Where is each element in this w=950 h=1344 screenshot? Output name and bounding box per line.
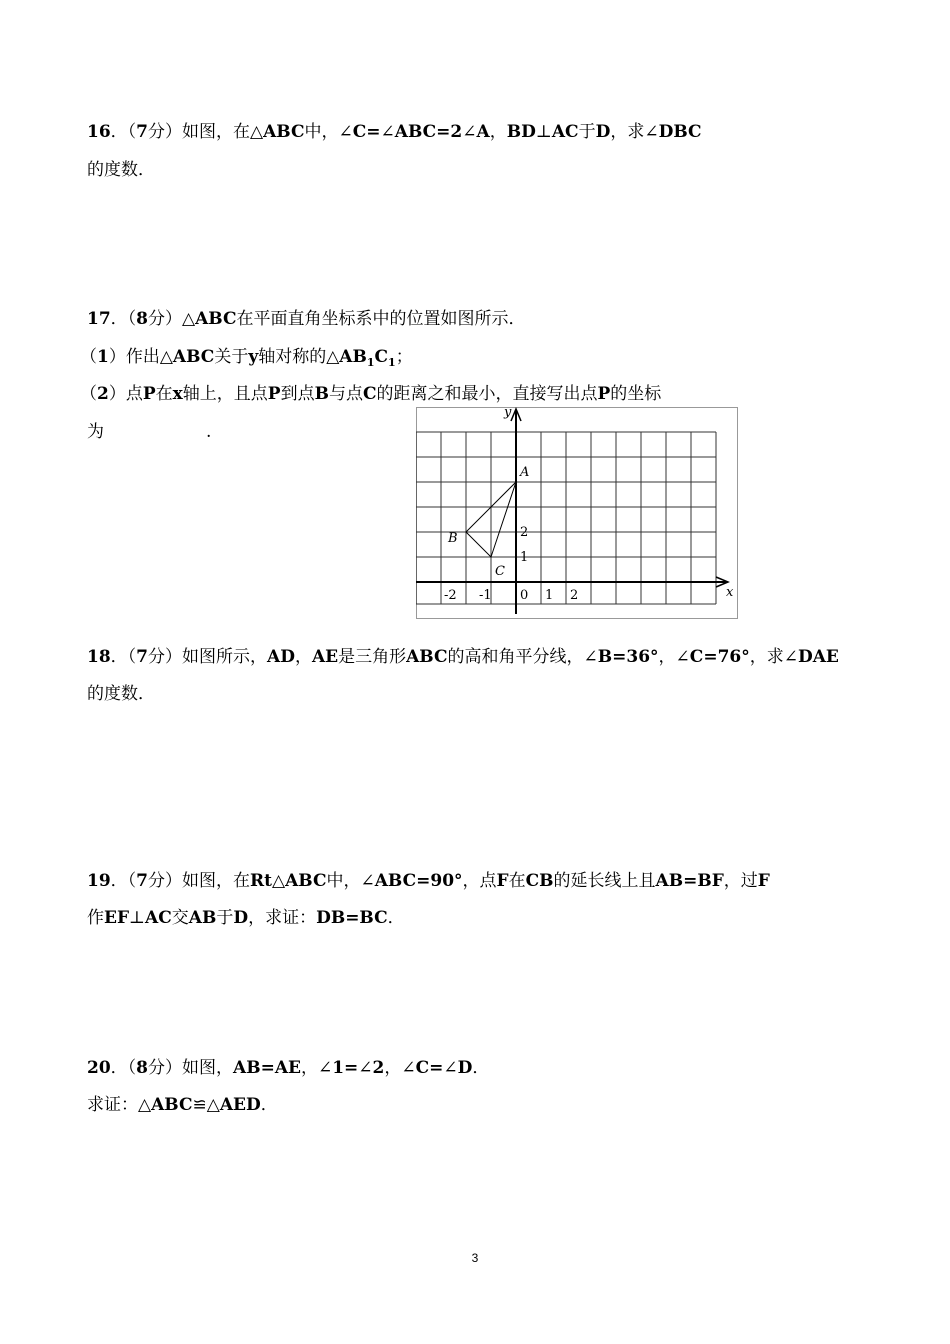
- x-tick-label: 0: [520, 588, 529, 603]
- x-tick-label: 1: [545, 588, 554, 603]
- y-tick-label: 1: [520, 550, 529, 565]
- q18-line1: 18．（7分）如图所示，AD，AE是三角形ABC的高和角平分线，∠B=36°，∠C=76°，求∠DAE: [87, 647, 839, 667]
- x-tick-label: 2: [570, 588, 579, 603]
- y-axis-label: y: [504, 407, 512, 420]
- point-label-b: B: [448, 531, 458, 546]
- q17-line2: （1）作出△ABC关于y轴对称的$\triangle AB_1C_1$；: [80, 347, 413, 369]
- page-number: 3: [471, 1251, 479, 1265]
- x-axis-label: x: [726, 585, 734, 600]
- q18-line2: 的度数．: [87, 684, 155, 704]
- q20-line1: 20．（8分）如图，AB=AE，∠1=∠2，∠C=∠D．: [87, 1058, 490, 1078]
- q17-line3: （2）点P在x轴上，且点P到点B与点C的距离之和最小，直接写出点P的坐标: [80, 384, 662, 404]
- point-label-a: A: [520, 465, 530, 480]
- point-label-c: C: [495, 564, 505, 579]
- q17-line1: 17．（8分）△ABC在平面直角坐标系中的位置如图所示．: [87, 309, 526, 329]
- q16-line1: 16．（7分）如图，在△ABC中，∠C=∠ABC=2∠A，BD⊥AC于D，求∠DBC: [87, 122, 702, 142]
- coordinate-grid-figure: [416, 407, 738, 619]
- x-tick-label: -1: [479, 588, 492, 603]
- q20-line2: 求证：△ABC≌△AED．: [87, 1095, 278, 1115]
- figure-frame: [417, 408, 738, 619]
- q19-line2: 作EF⊥AC交AB于D，求证：DB=BC．: [87, 908, 405, 928]
- q16-line2: 的度数．: [87, 160, 155, 180]
- q19-line1: 19．（7分）如图，在Rt△ABC中，∠ABC=90°，点F在CB的延长线上且AB=BF，过F: [87, 871, 770, 891]
- y-tick-label: 2: [520, 525, 529, 540]
- q17-line4: 为 .: [87, 422, 212, 442]
- x-tick-label: -2: [444, 588, 457, 603]
